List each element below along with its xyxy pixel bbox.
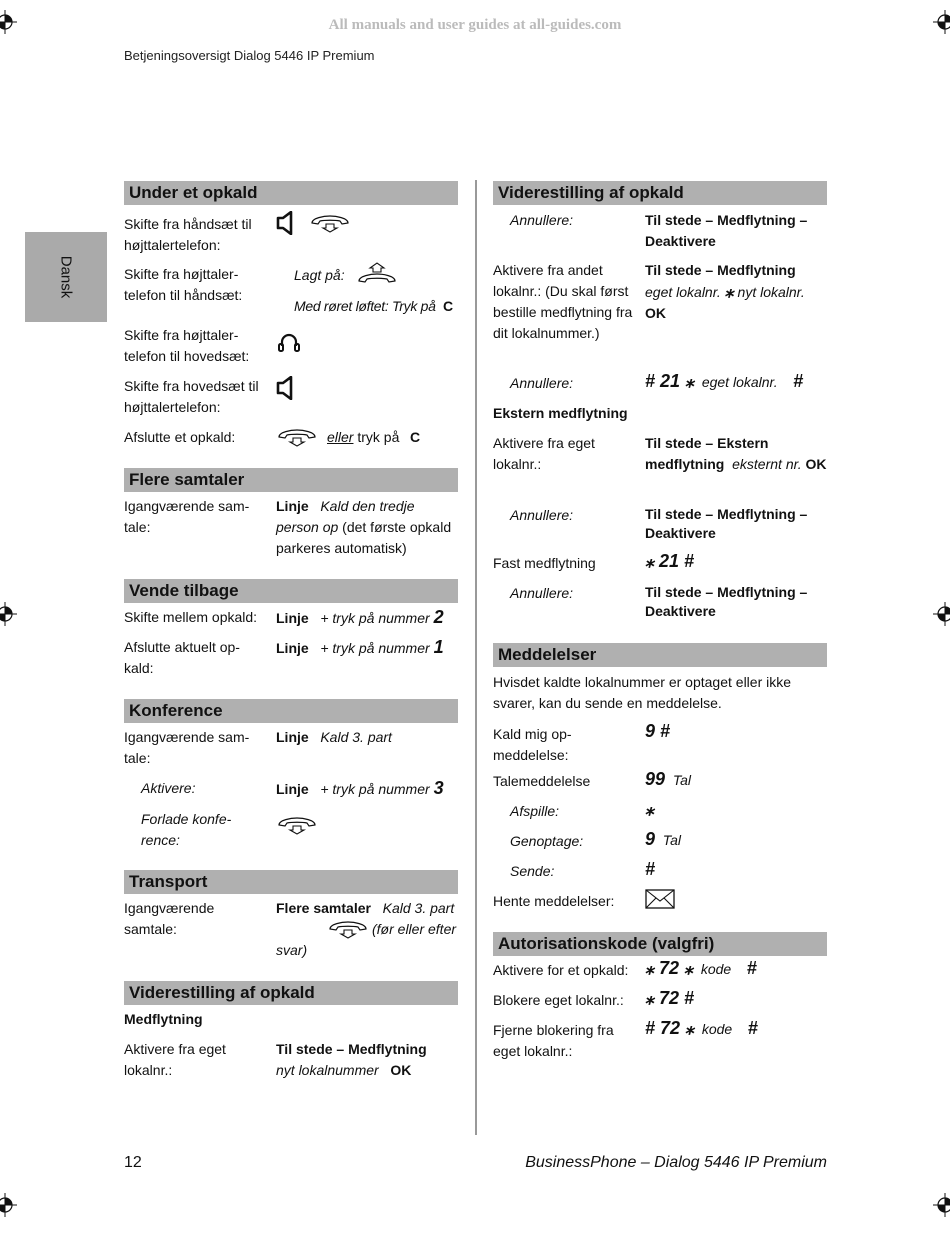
line-key: Linje (276, 729, 309, 745)
star-key: ⁎ (645, 799, 654, 819)
digit-key: 2 (433, 607, 444, 627)
row-label: Talemeddelelse (493, 773, 591, 789)
row-label: Afslutte et opkald: (124, 429, 236, 445)
row-value: Til stede – Medflytning – Deaktivere (645, 212, 808, 249)
row-value: Til stede – Medflytning – Deaktivere (645, 584, 808, 619)
hash-key: # (747, 1018, 758, 1038)
press-text: + tryk på nummer (320, 781, 430, 797)
call-text: Kald 3. part (382, 900, 455, 916)
hash-key: # (793, 371, 804, 391)
row-label: Aktivere fra eget lokalnr.: (493, 435, 595, 472)
row-value (645, 371, 803, 393)
row-label: Aktivere for et opkald: (493, 962, 629, 978)
row-label: Forlade konfe-rence: (141, 811, 232, 848)
row-label: Annullere: (510, 585, 574, 601)
follow-me-key: Til stede – Medflytning (645, 262, 796, 278)
section-title-viderestilling-2: Viderestilling af opkald (493, 181, 827, 205)
row-value (645, 281, 827, 324)
row-label: Skifte fra højttaler-telefon til hovedsæt: (124, 327, 250, 364)
row-value (276, 778, 444, 800)
column-divider (475, 180, 477, 1135)
registration-mark-icon (933, 602, 950, 626)
line-key: Linje (276, 498, 309, 514)
new-ext-text: nyt lokalnr. (737, 284, 805, 300)
section-title-flere-samtaler: Flere samtaler (124, 468, 458, 492)
section-title-viderestilling: Viderestilling af opkald (124, 981, 458, 1005)
code-text: kode (700, 961, 732, 977)
digit-key: 9 (645, 829, 656, 849)
language-tab (25, 232, 107, 322)
row-label: Sende: (510, 863, 555, 879)
call-text: Kald den tredje person op (276, 498, 415, 535)
row-value (276, 637, 444, 659)
follow-me-key: Til stede – Medflytning (276, 1041, 427, 1057)
speaker-icon (276, 211, 298, 235)
section-title-konference: Konference (124, 699, 458, 723)
row-value (645, 1018, 758, 1040)
row-label: Genoptage: (510, 833, 584, 849)
row-label: Skifte mellem opkald: (124, 609, 258, 625)
row-label: Hente meddelelser: (493, 893, 615, 909)
row-value (645, 433, 827, 475)
ext-follow-me-key: Til stede – Ekstern medflytning (645, 435, 769, 472)
code: ⁎ 72 ⁎ (645, 958, 694, 978)
note-text: (det første opkald parkeres automatisk) (276, 519, 452, 556)
transfer-key: Flere samtaler (276, 900, 371, 916)
row-label: Aktivere fra andet lokalnr.: (Du skal først bestille medflytning fra dit lokalnummer.) (493, 262, 633, 341)
own-ext-text: eget lokalnr. (701, 374, 778, 390)
row-label: Annullere: (510, 507, 574, 523)
or-word: eller (327, 429, 354, 445)
row-label: Annullere: (510, 375, 574, 391)
own-ext-text: eget lokalnr. (645, 284, 721, 300)
row-label: Igangværende samtale: (124, 900, 215, 937)
c-key: C (443, 298, 454, 314)
row-value (276, 1060, 411, 1081)
ok-key: OK (805, 456, 827, 472)
registration-mark-icon (0, 10, 17, 34)
row-label: Blokere eget lokalnr.: (493, 992, 624, 1008)
speak-text: Tal (672, 772, 691, 788)
onhook-label: Lagt på: (294, 267, 345, 283)
handset-down-icon (276, 429, 318, 447)
row-value (276, 898, 454, 919)
footer-product: BusinessPhone – Dialog 5446 IP Premium (525, 1154, 827, 1171)
row-label: Skifte fra højttaler-telefon til håndsæt: (124, 266, 243, 303)
registration-mark-icon (933, 10, 950, 34)
hash-key: # (746, 958, 757, 978)
call-text: Kald 3. part (320, 729, 392, 745)
row-value (276, 727, 392, 748)
code: ⁎ 72 # (645, 988, 695, 1008)
digit-key: 1 (433, 637, 444, 657)
line-key: Linje (276, 640, 309, 656)
section-title-transport: Transport (124, 870, 458, 894)
press-text: tryk på (357, 429, 400, 445)
star-key: ⁎ (724, 281, 734, 301)
code-text: kode (701, 1021, 733, 1037)
code: ⁎ 21 # (645, 551, 695, 571)
line-key: Linje (276, 781, 309, 797)
speak-text: Tal (662, 832, 681, 848)
line-key: Linje (276, 610, 309, 626)
section-title-autorisationskode: Autorisationskode (valgfri) (493, 932, 827, 956)
section-title-vende-tilbage: Vende tilbage (124, 579, 458, 603)
code: 9 # (645, 721, 671, 741)
row-label: Aktivere fra eget lokalnr.: (124, 1041, 226, 1078)
code: # 72 ⁎ (645, 1018, 695, 1038)
row-label: Aktivere: (141, 780, 196, 796)
code: 99 (645, 769, 666, 789)
row-value: Til stede – Medflytning – Deaktivere (645, 506, 808, 541)
subsection-title: Ekstern medflytning (493, 405, 628, 421)
handset-down-icon (309, 215, 351, 233)
press-text: + tryk på nummer (320, 640, 430, 656)
row-label: Fjerne blokering fra eget lokalnr.: (493, 1022, 614, 1059)
c-key: C (410, 429, 421, 445)
speaker-icon (276, 376, 298, 400)
subsection-title: Medflytning (124, 1011, 203, 1027)
registration-mark-icon (0, 602, 17, 626)
envelope-icon (645, 889, 675, 909)
intro-text: Hvisdet kaldte lokalnummer er optaget eller ikke svarer, kan du sende en meddelelse. (493, 674, 792, 711)
row-label: Igangværende sam-tale: (124, 729, 250, 766)
headset-icon (277, 332, 301, 356)
row-label: Kald mig op-meddelelse: (493, 726, 572, 763)
section-title-under-et-opkald: Under et opkald (124, 181, 458, 205)
row-label: Afslutte aktuelt op-kald: (124, 639, 240, 676)
row-value (276, 607, 444, 629)
watermark: All manuals and user guides at all-guides.com (328, 17, 622, 33)
handset-down-icon (276, 817, 318, 835)
row-value (645, 769, 691, 791)
handset-up-icon (356, 262, 398, 284)
row-label: Fast medflytning (493, 555, 596, 571)
or-text (327, 427, 399, 448)
ok-key: OK (645, 305, 666, 321)
row-label: Annullere: (510, 212, 574, 228)
digit-key: 3 (433, 778, 444, 798)
row-label: Skifte fra hovedsæt til højttalertelefon: (124, 378, 259, 415)
offhook-label: Med røret løftet: Tryk på (294, 298, 436, 314)
language-tab-label: Dansk (57, 255, 75, 299)
section-title-meddelelser: Meddelelser (493, 643, 827, 667)
row-value (276, 496, 458, 559)
number-text: nyt lokalnummer (276, 1062, 379, 1078)
row-value (645, 829, 681, 851)
row-label: Igangværende sam-tale: (124, 498, 250, 535)
row-label: Afspille: (510, 803, 560, 819)
row-value (645, 958, 757, 980)
hash-key: # (645, 859, 656, 879)
ok-key: OK (390, 1062, 412, 1078)
page-number: 12 (124, 1154, 142, 1171)
registration-mark-icon (933, 1193, 950, 1217)
press-text: + tryk på nummer (320, 610, 430, 626)
running-header: Betjeningsoversigt Dialog 5446 IP Premium (124, 48, 375, 63)
code: # 21 ⁎ (645, 371, 695, 391)
row-label: Skifte fra håndsæt til højttalertelefon: (124, 216, 252, 253)
transfer-note: (før eller efter svar) (276, 921, 457, 958)
ext-number-text: eksternt nr. (732, 456, 802, 472)
registration-mark-icon (0, 1193, 17, 1217)
